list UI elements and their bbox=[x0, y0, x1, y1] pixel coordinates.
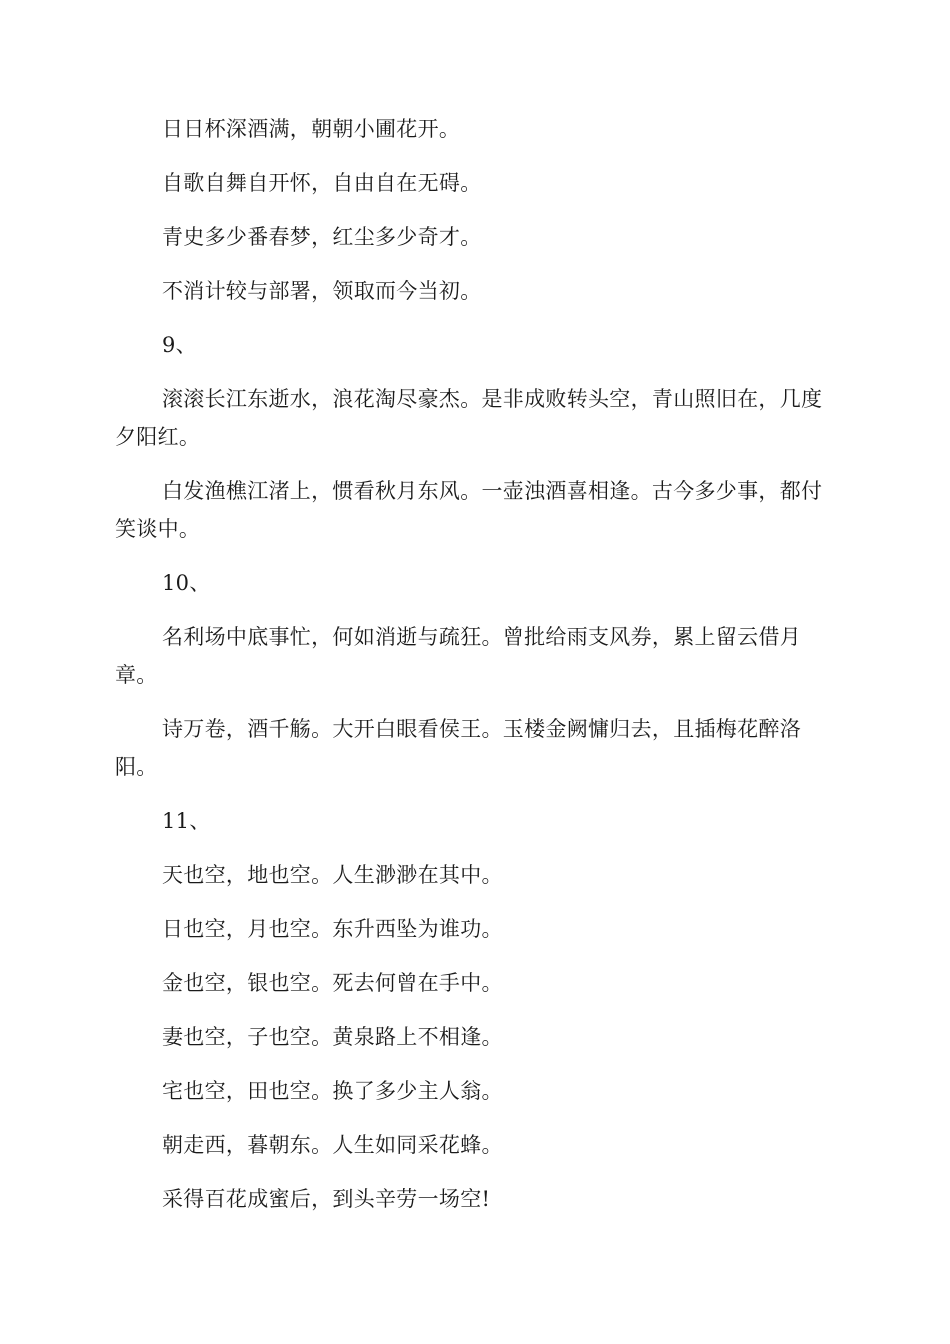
paragraph-4: 不消计较与部署，领取而今当初。 bbox=[162, 279, 482, 303]
paragraph-6: 白发渔樵江渚上，惯看秋月东风。一壶浊酒喜相逢。古今多少事，都付笑谈中。 bbox=[115, 479, 823, 541]
paragraph-2: 自歌自舞自开怀，自由自在无碍。 bbox=[162, 171, 482, 195]
paragraph-14: 朝走西，暮朝东。人生如同采花蜂。 bbox=[162, 1133, 503, 1157]
paragraph-8: 诗万卷，酒千觞。大开白眼看侯王。玉楼金阙慵归去，且插梅花醉洛阳。 bbox=[115, 717, 801, 779]
paragraph-3: 青史多少番春梦，红尘多少奇才。 bbox=[162, 225, 482, 249]
paragraph-15: 采得百花成蜜后，到头辛劳一场空! bbox=[162, 1187, 491, 1211]
paragraph-9: 天也空，地也空。人生渺渺在其中。 bbox=[162, 863, 503, 887]
paragraph-7: 名利场中底事忙，何如消逝与疏狂。曾批给雨支风券，累上留云借月章。 bbox=[115, 625, 801, 687]
section-number-9: 9、 bbox=[162, 333, 197, 357]
section-number-10: 10、 bbox=[162, 571, 211, 595]
paragraph-1: 日日杯深酒满，朝朝小圃花开。 bbox=[162, 117, 461, 141]
paragraph-11: 金也空，银也空。死去何曾在手中。 bbox=[162, 971, 503, 995]
paragraph-12: 妻也空，子也空。黄泉路上不相逢。 bbox=[162, 1025, 503, 1049]
section-number-11: 11、 bbox=[162, 809, 211, 833]
paragraph-13: 宅也空，田也空。换了多少主人翁。 bbox=[162, 1079, 503, 1103]
paragraph-5: 滚滚长江东逝水，浪花淘尽豪杰。是非成败转头空，青山照旧在，几度夕阳红。 bbox=[115, 387, 823, 449]
paragraph-10: 日也空，月也空。东升西坠为谁功。 bbox=[162, 917, 503, 941]
